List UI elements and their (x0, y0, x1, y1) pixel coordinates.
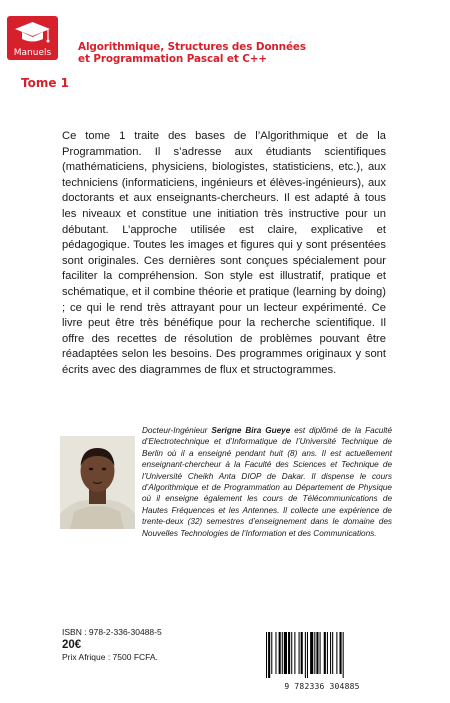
barcode-bar (282, 632, 283, 674)
barcode-bar (271, 632, 272, 674)
graduation-cap-icon (7, 16, 58, 50)
author-name: Serigne Bira Gueye (211, 426, 291, 435)
barcode-bars (262, 632, 382, 678)
barcode-bar (279, 632, 281, 674)
barcode-bar (288, 632, 290, 674)
barcode-bar (340, 632, 342, 674)
barcode-bar (305, 632, 306, 678)
barcode-bar (301, 632, 303, 674)
barcode-bar (291, 632, 292, 674)
barcode-bar (268, 632, 270, 678)
badge-label: Manuels (13, 48, 52, 58)
barcode-bar (336, 632, 337, 674)
price-block (62, 627, 162, 663)
barcode-bar (284, 632, 287, 674)
author-photo (60, 436, 135, 529)
barcode-bar (294, 632, 295, 674)
title-line-2: et Programmation Pascal et C++ (78, 53, 267, 65)
barcode-digits: 9 782336 304885 (284, 682, 360, 691)
barcode-bar (327, 632, 328, 674)
price-africa: Prix Afrique : 7500 FCFA. (62, 652, 158, 662)
barcode-bar (316, 632, 318, 674)
book-title (78, 41, 338, 65)
barcode-bar (314, 632, 315, 674)
barcode-bar (275, 632, 276, 674)
publisher-badge (7, 16, 58, 60)
barcode-bar (324, 632, 326, 674)
barcode-bar (266, 632, 267, 678)
price: 20€ (62, 639, 82, 651)
barcode (256, 628, 388, 695)
barcode-bar (332, 632, 333, 674)
isbn: ISBN : 978-2-336-30488-5 (62, 627, 162, 637)
bio-text: est diplômé de la Faculté d’Electrotechnique et d’Informatique de l’Université Technique de Berlin où il a enseigné pendant huit (8) ans. Il est actuellement enseignant-chercheur à la Faculté des Sciences et Technique de l’Université Cheikh Anta DIOP de Dakar. Il dispense le cours d’Algorithmique et de Programmation au Département de Physique où il enseigne également les cours de Télécommunications de Hautes Fréquences et les Antennes. Il collecte une expérience de trente-deux (32) semestres d’enseignement dans le domaine des Nouvelles Technologies de l’Information et des Communications. (142, 426, 393, 538)
barcode-bar (320, 632, 321, 674)
title-line-1: Algorithmique, Structures des Données (78, 41, 306, 53)
barcode-bar (299, 632, 300, 674)
author-bio (142, 425, 392, 539)
tome-label: Tome 1 (21, 76, 70, 90)
barcode-bar (310, 632, 313, 674)
barcode-bar (343, 632, 344, 678)
description-paragraph: Ce tome 1 traite des bases de l’Algorithmique et de la Programmation. Il s’adresse aux étudiants scientifiques (mathématiciens, physiciens, biologistes, statisticiens, etc.), aux techniciens (informaticiens, ingénieurs et élèves-ingénieurs), aux doctorants et aux enseignants-chercheurs. Il est adapté à tous les niveaux et constitue une initiation très instructive pour un débutant. L’approche utilisée est claire, explicative et pédagogique. Toutes les images et figures qui y sont présentées sont originales. Ces dernières sont conçues spécialement pour faciliter la compréhension. Son style est illustratif, pratique et schématique, et il combine théorie et pratique (learning by doing) ; ce qui le rend très attrayant pour un lecteur expérimenté. Ce livre peut être très bénéfique pour la recherche scientifique. Il offre des recettes de résolution de problèmes pouvant être réadaptées selon les besoins. Des programmes originaux y sont écrits avec des diagrammes de flux et structogrammes. (62, 130, 386, 376)
barcode-bar (307, 632, 308, 678)
barcode-bar (330, 632, 331, 674)
bio-prefix: Docteur-Ingénieur (142, 426, 212, 435)
